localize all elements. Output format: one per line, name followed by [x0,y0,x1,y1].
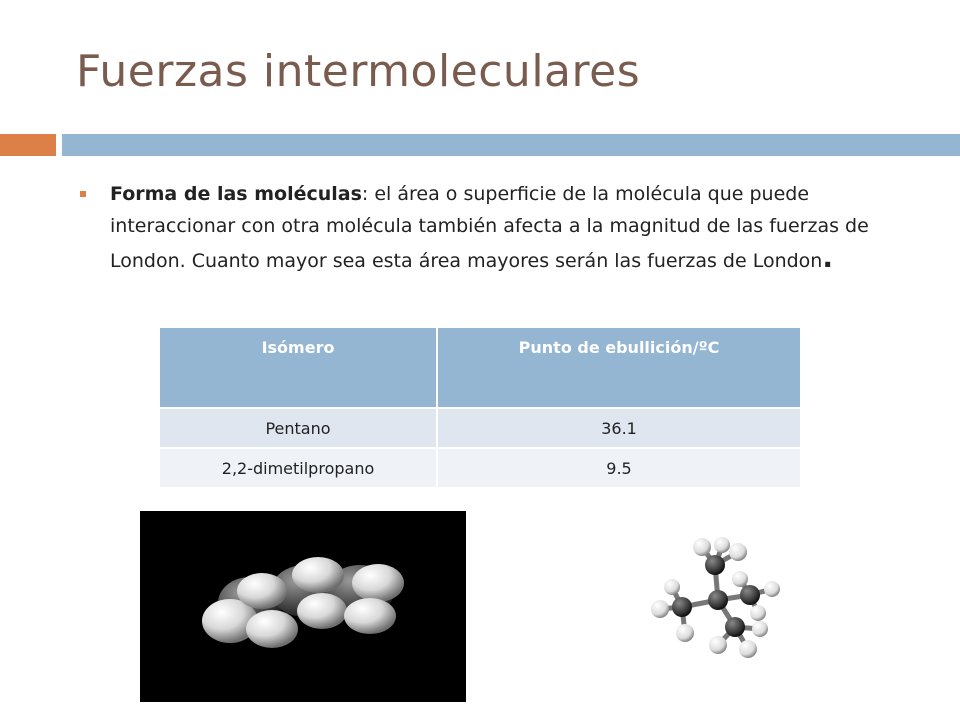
isomer-table [160,328,800,487]
header-isomero: Isómero [160,328,437,408]
table-cell: 36.1 [437,408,800,448]
accent-bar-orange [0,134,56,156]
accent-bar-blue [62,134,960,156]
bullet-end-dot: . [822,241,833,274]
table-header-row [160,328,800,408]
bullet-bold-term: Forma de las moléculas [110,183,362,205]
header-punto-ebullicion: Punto de ebullición/ºC [437,328,800,408]
bullet-square-icon [80,191,86,197]
slide-title: Fuerzas intermoleculares [76,46,641,97]
bullet-text: : el área o superficie de la molécula que puede interaccionar con otra molécula también afecta a la magnitud de las fuerzas de London. Cuanto mayor sea esta área mayores serán las fuerzas de London [110,183,869,272]
table-cell: 2,2-dimetilpropano [160,448,437,487]
bullet-paragraph [110,178,900,277]
table-cell: Pentano [160,408,437,448]
bullet-item [80,178,900,277]
pentane-model-image [140,511,466,702]
table-cell: 9.5 [437,448,800,487]
table-row [160,448,800,487]
neopentane-model-image [640,525,790,675]
table-row [160,408,800,448]
